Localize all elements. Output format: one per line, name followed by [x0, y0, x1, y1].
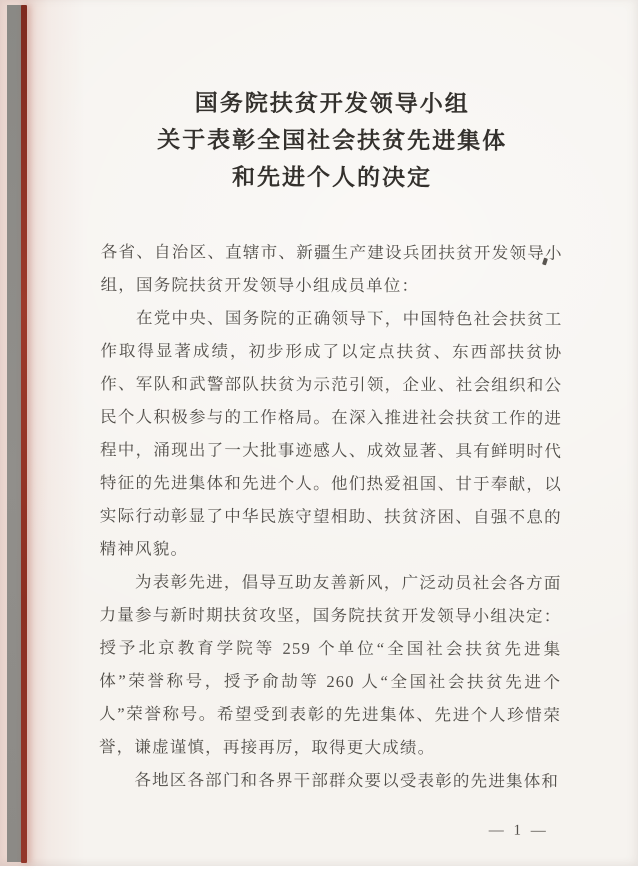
binding-edge-shadow [7, 5, 22, 862]
title-line-2: 关于表彰全国社会扶贫先进集体 [157, 127, 508, 154]
document-body [99, 84, 564, 840]
paragraph-awards: 为表彰先进，倡导互助友善新风，广泛动员社会各方面力量参与新时期扶贫攻坚，国务院扶贫开发领导小组决定：授予北京教育学院等 259 个单位“全国社会扶贫先进集体”荣誉称号，授予俞劼等 260 人“全国社会扶贫先进个人”荣誉称号。希望受到表彰的先进集体、先进个人珍惜荣誉，谦虚谨慎，再接再厉，取得更大成绩。 [98, 572, 562, 758]
title-line-3: 和先进个人的决定 [231, 164, 433, 191]
paragraph-achievements: 在党中央、国务院的正确领导下，中国特色社会扶贫工作取得显著成绩，初步形成了以定点扶贫、东西部扶贫协作、军队和武警部队扶贫为示范引领，企业、社会组织和公民个人积极参与的工作格局。在深入推进社会扶贫工作的进程中，涌现出了一大批事迹感人、成效显著、具有鲜明时代特征的先进集体和先进个人。他们热爱祖国、甘于奉献，以实际行动彰显了中华民族守望相助、扶贫济困、自强不息的精神风貌。 [99, 308, 563, 559]
page-number: — 1 — [488, 822, 549, 839]
document-title [101, 84, 563, 197]
paragraph-call-to-action: 各地区各部门和各界干部群众要以受表彰的先进集体和 [134, 770, 560, 791]
binding-red-line [21, 5, 27, 863]
salutation-text: 各省、自治区、直辖市、新疆生产建设兵团扶贫开发领导小组，国务院扶贫开发领导小组成员单位： [100, 242, 563, 296]
title-line-1: 国务院扶贫开发领导小组 [194, 90, 470, 117]
